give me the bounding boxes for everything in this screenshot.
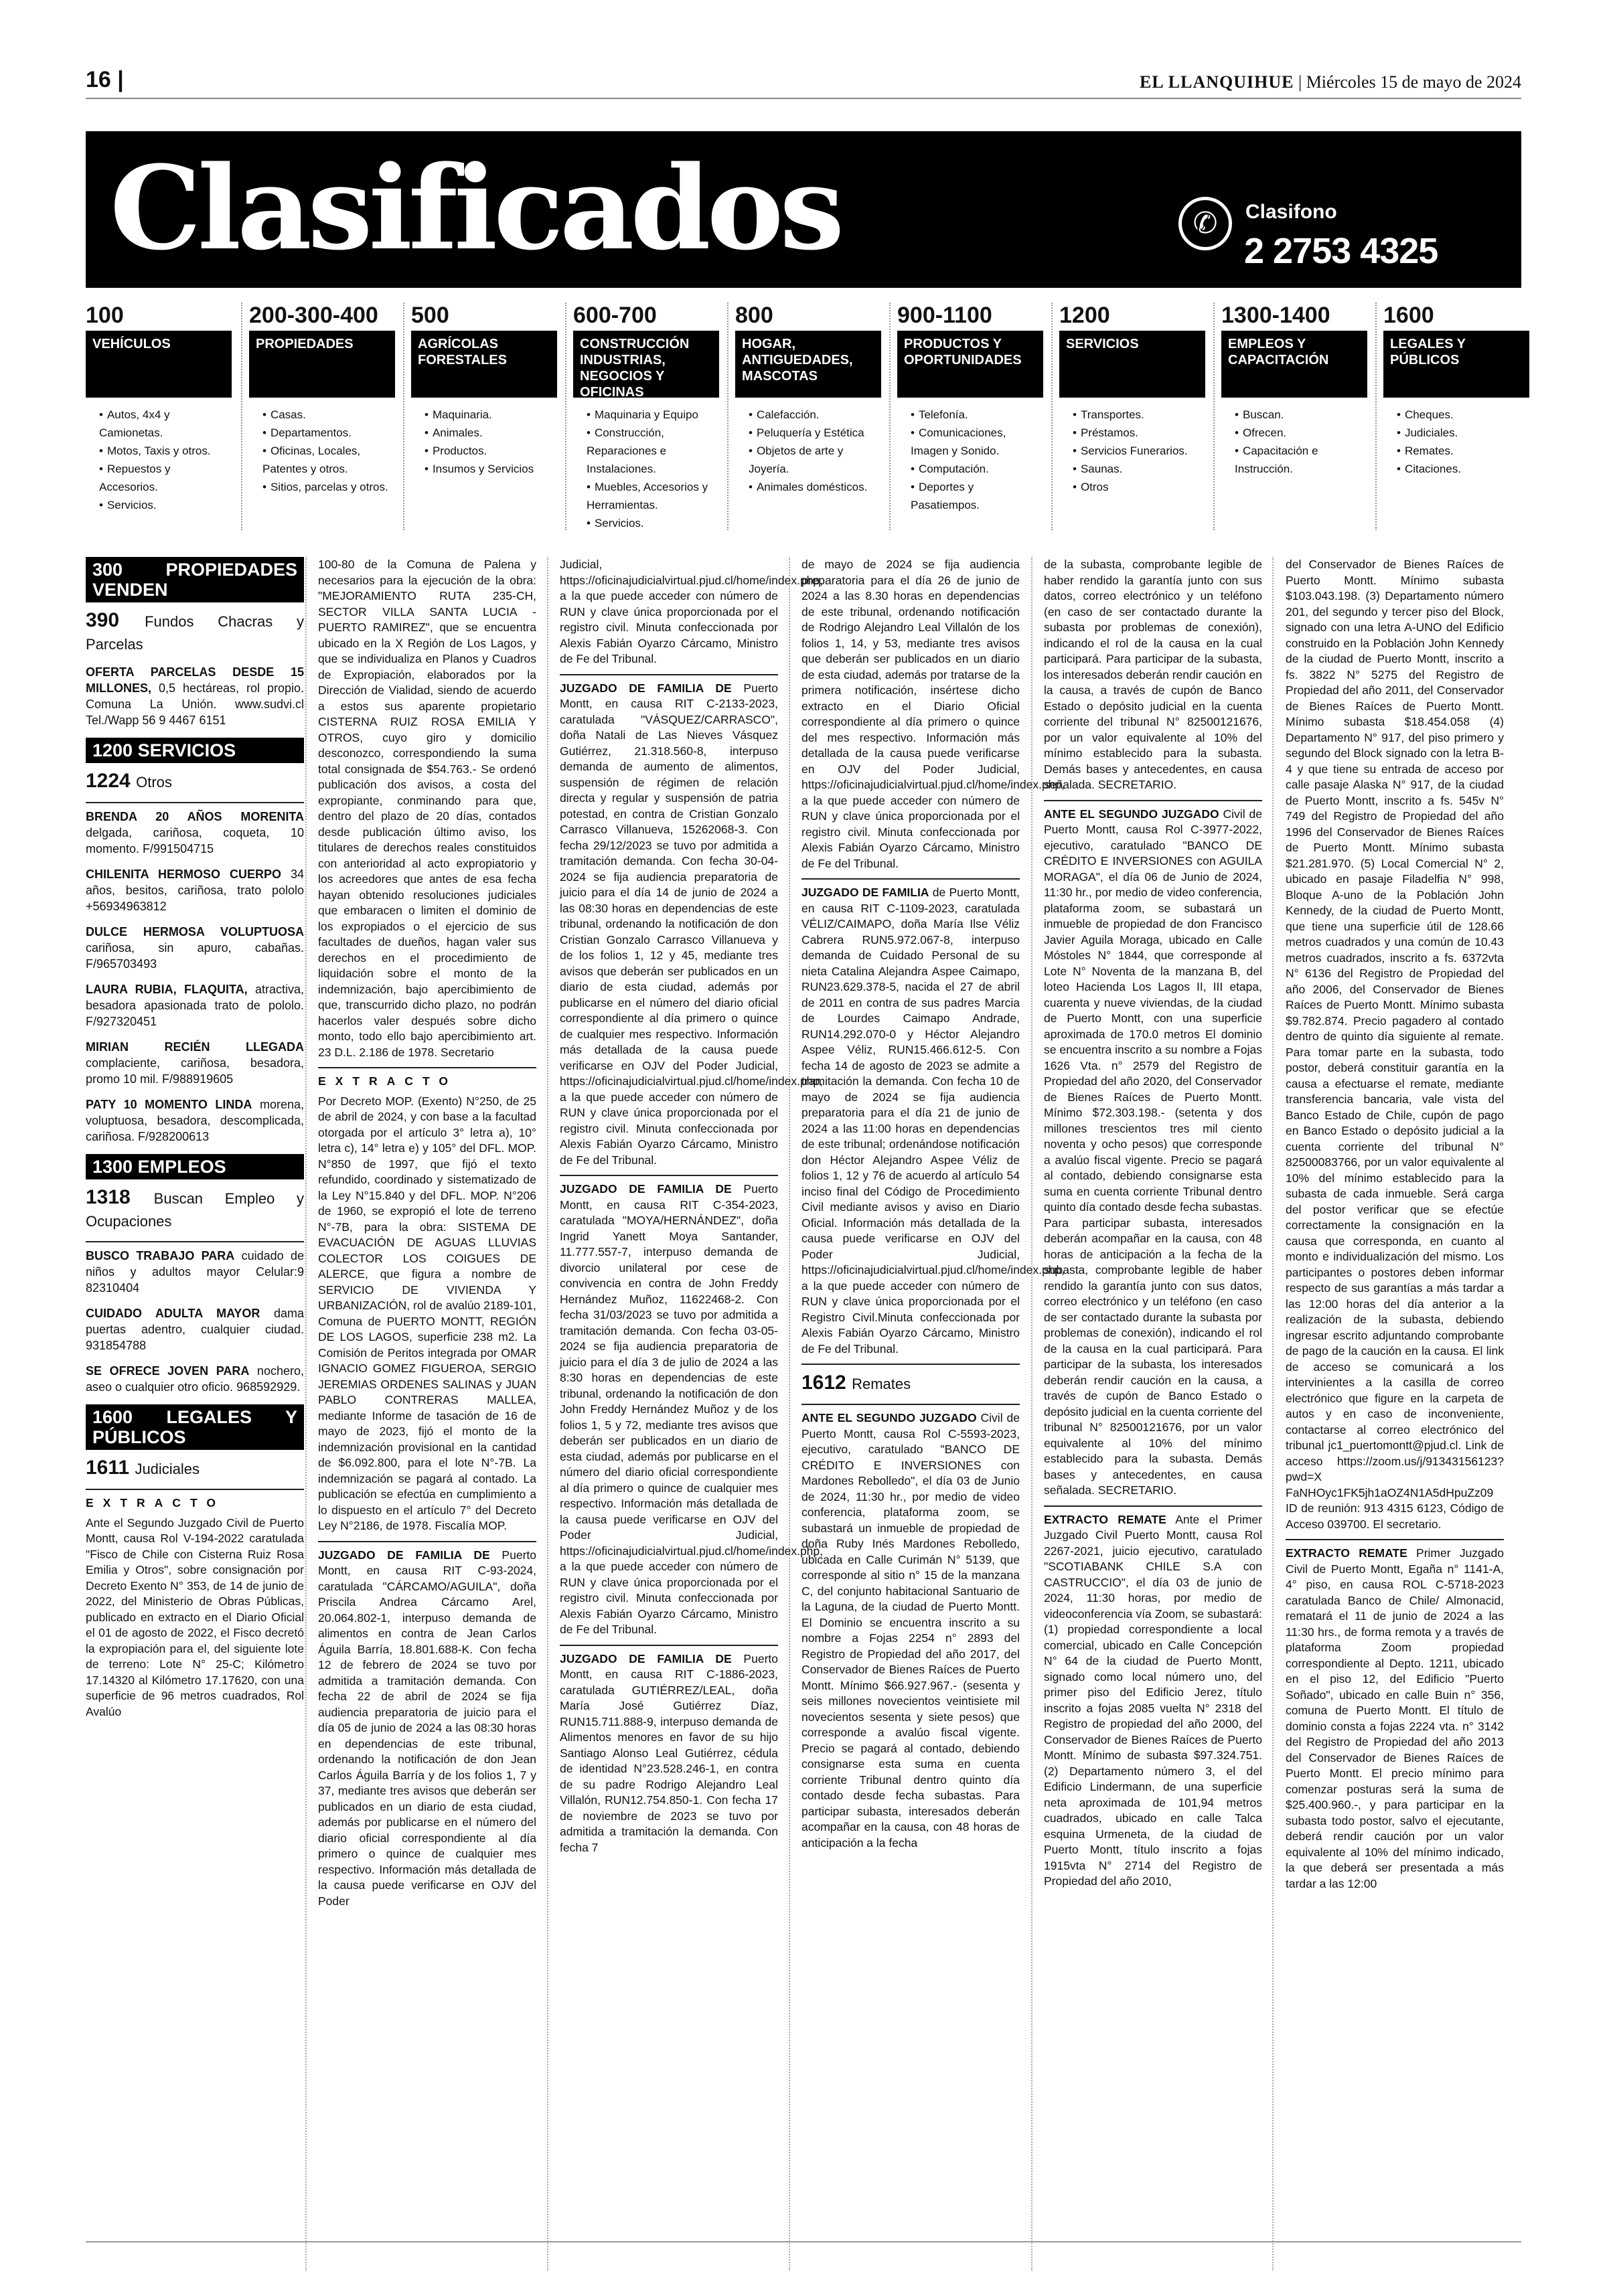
category-divider: [727, 303, 729, 530]
category-number: 200-300-400: [249, 303, 378, 328]
legal-notice: JUZGADO DE FAMILIA DE Puerto Montt, en causa RIT C-1886-2023, caratulada GUTIÉRREZ/LEAL, doña María José Gutiérrez Díaz, RUN15.711.888-9, interpuso demanda de Alimentos menores en favor de su hijo Santiago Alonso Leal Gutiérrez, cédula de identidad N°23.528.246-1, en contra de su padre Rodrigo Alejandro Leal Villalón, RUN12.754.850-1. Con fecha 17 de noviembre de 2023 se tuvo por admitida a tramitación la demanda. Con fecha 7: [560, 1651, 778, 1854]
classified-ad: CUIDADO ADULTA MAYOR dama puertas adentro, cualquier ciudad. 931854788: [86, 1307, 304, 1352]
category-item: • Calefacción.: [749, 406, 881, 424]
legal-notice: 100-80 de la Comuna de Palena y necesarios para la ejecución de la obra: "MEJORAMIENTO RUTA 235-CH, SECTOR VILLA SANTA LUCIA - PUERTO RAMIREZ", que se encuentra ubicado en la X Región de Los Lagos, y que se individualiza en Planos y Cuadros de Expropiación, elaborados por la Dirección de Vialidad, siendo de acuerdo a estos sus aparente propietario CISTERNA RUIZ ROSA EMILIA Y OTROS, cuyo giro y domicilio desconozco, correspondiendo la suma total consignada de $54.763.- Se ordenó publicación dos avisos, a costa del expropiante, conminando para que, dentro del plazo de 20 días, contados desde publicación último aviso, los titulares de derechos reales constituidos con anterioridad al acto expropiatorio y los acreedores que antes de esa fecha hayan obtenido resoluciones judiciales que embaracen o limiten el dominio de los expropiados o el ejercicio de sus facultades de dueños, hagan valer sus derechos en el procedimiento de liquidación sobre el monto de la indemnización, bajo apercibimiento de que, transcurrido dicho plazo, no podrán hacerlos valer después sobre dicho monto, todo ello bajo apercibimiento art. 23 D.L. 2.186 de 1978. Secretario: [318, 558, 536, 1059]
section-header-1600: 1600 LEGALES Y PÚBLICOS: [86, 1404, 304, 1450]
category-name: EMPLEOS Y CAPACITACIÓN: [1221, 331, 1367, 398]
publication-date: | Miércoles 15 de mayo de 2024: [1298, 72, 1521, 92]
section-header-300: 300 PROPIEDADES VENDEN: [86, 557, 304, 602]
category-items: [897, 406, 1043, 514]
category-item: • Saunas.: [1073, 460, 1205, 478]
column-5: [1044, 557, 1262, 1894]
column-1: [86, 557, 304, 1724]
category-item: • Transportes.: [1073, 406, 1205, 424]
category-divider: [565, 303, 566, 530]
category-2: [411, 303, 557, 478]
category-item: • Maquinaria y Equipo: [587, 406, 719, 424]
category-name: LEGALES Y PÚBLICOS: [1383, 331, 1529, 398]
column-divider: [789, 557, 790, 2271]
category-item: • Comunicaciones, Imagen y Sonido.: [911, 424, 1043, 460]
category-items: [735, 406, 881, 496]
divider: [318, 1541, 536, 1542]
subsection-1612: 1612 Remates: [801, 1372, 911, 1394]
divider: [86, 802, 304, 803]
category-item: • Servicios.: [587, 514, 719, 532]
divider: [86, 1241, 304, 1242]
legal-notice: JUZGADO DE FAMILIA DE Puerto Montt, en causa RIT C-2133-2023, caratulada "VÁSQUEZ/CARRASCO", doña Natali de Las Nieves Vásquez Gutiérrez, 21.318.560-8, interpuso demanda de aumento de alimentos, suspensión de régimen de relación directa y regular y suspensión de patria potestad, en contra de Cristian Gonzalo Carrasco Villanueva, 15262068-3. Con fecha 29/12/2023 se tuvo por admitida a tramitación demanda. Con fecha 30-04-2024 se fija audiencia preparatoria de juicio para el día 14 de junio de 2024 a las 08:30 horas en dependencias de este tribunal, ordenando la notificación de don Cristian Gonzalo Carrasco Villanueva y de los folios 1, 12 y 45, mediante tres avisos que deberán ser publicados en un diario de esta ciudad, además por publicarse en el número del diario oficial correspondiente al día primero o quince de cualquier mes respectivo. Información más detallada de la causa puede verificarse en OJV del Poder Judicial, https://oficinajudicialvirtual.pjud.cl/home/index.php, a la que puede acceder con número de RUN y clave única proporcionada por el registro civil. Minuta confeccionada por Alexis Fabián Oyarzo Cárcamo, Ministro de Fe del Tribunal.: [560, 681, 823, 1167]
category-7: [1221, 303, 1367, 478]
section-header-1300: 1300 EMPLEOS: [86, 1154, 304, 1179]
classified-ad: LAURA RUBIA, FLAQUITA, atractiva, besadora apasionada trato de pololo. F/927320451: [86, 983, 304, 1028]
category-item: • Oficinas, Locales, Patentes y otros.: [262, 442, 395, 478]
category-item: • Cheques.: [1397, 406, 1529, 424]
subsection-390: 390 Fundos Chacras y Parcelas: [86, 609, 304, 653]
category-item: • Buscan.: [1235, 406, 1367, 424]
divider: [1044, 800, 1262, 801]
category-8: [1383, 303, 1529, 478]
divider: [1286, 1539, 1504, 1540]
category-items: [1221, 406, 1367, 478]
divider: [560, 1175, 778, 1176]
column-3: [560, 557, 823, 1860]
legal-notice: Judicial, https://oficinajudicialvirtual.pjud.cl/home/index.php, a la que puede acceder con número de RUN y clave única proporcionada por el registro civil. Minuta confeccionada por Alexis Fabián Oyarzo Cárcamo, Ministro de Fe del Tribunal.: [560, 558, 823, 665]
divider: [318, 1067, 536, 1068]
category-item: • Ofrecen.: [1235, 424, 1367, 442]
category-item: • Computación.: [911, 460, 1043, 478]
legal-notice: JUZGADO DE FAMILIA de Puerto Montt, en causa RIT C-1109-2023, caratulada VÉLIZ/CAIMAPO, doña María Ilse Véliz Cabrera RUN5.972.067-8, interpuso demanda de Cuidado Personal de su nieta Catalina Alejandra Aspee Caimapo, RUN23.629.378-5, nacida el 27 de abril de 2011 en contra de sus padres Marcia de Lourdes Caimapo Andrade, RUN14.292.070-0 y Héctor Alejandro Aspee Véliz, RUN15.466.612-5. Con fecha 14 de agosto de 2023 se admite a tramitación la demanda. Con fecha 10 de mayo de 2024 se fija audiencia preparatoria para el día 21 de junio de 2024 a las 11:00 horas en dependencias de este tribunal; ordenándose notificación don Héctor Alejandro Aspee Véliz de folios 1, 12 y 76 de acuerdo al artículo 54 inciso final del Código de Procedimiento Civil mediante avisos y aviso en Diario Oficial. Información más detallada de la causa puede verificarse en OJV del Poder Judicial, https://oficinajudicialvirtual.pjud.cl/home/index.php, a la que puede acceder con número de RUN y clave única proporcionada por el Registro Civil.Minuta confeccionada por Alexis Fabián Oyarzo Cárcamo, Ministro de Fe del Tribunal.: [801, 886, 1065, 1356]
category-number: 500: [411, 303, 449, 328]
clasifono-number: 2 2753 4325: [1244, 231, 1438, 271]
classified-ad: CHILENITA HERMOSO CUERPO 34 años, besitos, cariñosa, trato pololo +56934963812: [86, 868, 304, 913]
category-item: • Repuestos y Accesorios.: [99, 460, 232, 496]
category-item: • Autos, 4x4 y Camionetas.: [99, 406, 232, 442]
classified-ad: DULCE HERMOSA VOLUPTUOSA cariñosa, sin apuro, cabañas. F/965703493: [86, 925, 304, 971]
newspaper-name: EL LLANQUIHUE: [1140, 72, 1294, 92]
divider: [86, 1489, 304, 1490]
classified-ad: PATY 10 MOMENTO LINDA morena, voluptuosa, besadora, descomplicada, cariñosa. F/928200613: [86, 1098, 304, 1143]
category-item: • Casas.: [262, 406, 395, 424]
divider: [801, 1364, 1020, 1365]
publication-info: [1140, 72, 1521, 92]
extracto-heading: EXTRACTO: [86, 1496, 225, 1509]
divider: [560, 674, 778, 675]
classified-ad: BRENDA 20 AÑOS MORENITA delgada, cariñosa, coqueta, 10 momento. F/991504715: [86, 810, 304, 855]
category-divider: [403, 303, 404, 530]
category-name: VEHÍCULOS: [86, 331, 232, 398]
column-divider: [1031, 557, 1032, 2271]
category-items: [249, 406, 395, 496]
category-item: • Construcción, Reparaciones e Instalaciones.: [587, 424, 719, 478]
divider: [560, 1645, 778, 1646]
legal-notice: ANTE EL SEGUNDO JUZGADO Civil de Puerto Montt, causa Rol C-5593-2023, ejecutivo, caratulado "BANCO DE CRÉDITO E INVERSIONES con Mardones Rebolledo", el día 03 de Junio de 2024, 11:30 hr., por medio de video conferencia, plataforma zoom, se subastará un inmueble de propiedad de doña Ruby Inés Mardones Rebolledo, ubicada en Calle Curimán N° 5139, que corresponde al sitio n° 15 de la manzana C, del conjunto habitacional Santuario de la Laguna, de la ciudad de Puerto Montt. El Dominio se encuentra inscrito a su nombre a Fojas 2254 n° 2893 del Registro de Propiedad del año 2017, del Conservador de Bienes Raíces de Puerto Montt. Mínimo $66.927.967.- (sesenta y seis millones novecientos veintisiete mil novecientos sesenta y siete pesos) que corresponde a avalúo fiscal vigente. Precio se pagará al contado, debiendo consignarse esta suma en cuenta corriente Tribunal dentro quinto día contado desde fecha subastas. Para participar subasta, interesados deberán acompañar en la causa, con 48 horas de anticipación a la fecha: [801, 1411, 1020, 1850]
category-divider: [1051, 303, 1053, 530]
category-item: • Animales domésticos.: [749, 478, 881, 496]
page-number: 16 |: [86, 67, 124, 92]
classifieds-banner: [86, 131, 1521, 288]
subsection-1224: 1224 Otros: [86, 770, 172, 792]
category-items: [411, 406, 557, 478]
category-divider: [889, 303, 891, 530]
column-divider: [1272, 557, 1274, 2271]
category-item: • Remates.: [1397, 442, 1529, 460]
category-items: [1059, 406, 1205, 496]
category-item: • Préstamos.: [1073, 424, 1205, 442]
category-item: • Productos.: [425, 442, 557, 460]
category-number: 800: [735, 303, 773, 328]
legal-notice: Ante el Segundo Juzgado Civil de Puerto Montt, causa Rol V-194-2022 caratulada "Fisco de Chile con Cisterna Ruiz Rosa Emilia y Otros", sobre consignación por Decreto Exento N° 353, de 14 de junio de 2022, del Ministerio de Obras Públicas, publicado en extracto en el Diario Oficial el 01 de agosto de 2022, el Fisco decretó la expropiación para el, del siguiente lote de terreno: Lote N° 25-C; Kilómetro 17.14320 al Kilómetro 17.17620, con una superficie de 96 metros cuadrados, Rol Avalúo: [86, 1515, 304, 1718]
classified-ad: OFERTA PARCELAS DESDE 15 MILLONES, 0,5 hectáreas, rol propio. Comuna La Unión. www.sudvi.cl Tel./Wapp 56 9 4467 6151: [86, 665, 304, 727]
category-name: PRODUCTOS Y OPORTUNIDADES: [897, 331, 1043, 398]
category-item: • Insumos y Servicios: [425, 460, 557, 478]
category-0: [86, 303, 232, 514]
column-2: [318, 557, 536, 1913]
category-item: • Servicios Funerarios.: [1073, 442, 1205, 460]
category-number: 1200: [1059, 303, 1110, 328]
classified-ad: SE OFRECE JOVEN PARA nochero, aseo o cualquier otro oficio. 968592929.: [86, 1364, 304, 1394]
clasifono-label: Clasifono: [1245, 201, 1337, 223]
services-ads: [86, 809, 304, 1145]
category-number: 1300-1400: [1221, 303, 1330, 328]
subsection-1611: 1611 Judiciales: [86, 1457, 200, 1479]
category-name: SERVICIOS: [1059, 331, 1205, 398]
column-divider: [547, 557, 548, 2271]
column-6: [1286, 557, 1504, 1896]
extracto-heading: EXTRACTO: [318, 1074, 457, 1088]
category-name: PROPIEDADES: [249, 331, 395, 398]
page-bottom-rule: [86, 2241, 1521, 2242]
legal-notice: JUZGADO DE FAMILIA DE Puerto Montt, en causa RIT C-354-2023, caratulada "MOYA/HERNÁNDEZ", doña Ingrid Yanett Moya Santander, 11.777.557-7, interpuso demanda de divorcio unilateral por cese de convivencia en contra de John Freddy Hernández Muñoz, 11622468-2. Con fecha 31/03/2023 se tuvo por admitida a tramitación demanda. Con fecha 03-05-2024 se fija audiencia preparatoria de juicio para el día 3 de julio de 2024 a las 8:30 horas en dependencias de este tribunal, ordenando la notificación de don John Freddy Hernández Muñoz y de los folios 1, 5 y 72, mediante tres avisos que deberán ser publicados en un diario de esta ciudad, además por publicarse en el número del diario oficial correspondiente al día primero o quince de cualquier mes respectivo. Información más detallada de la causa puede verificarse en OJV del Poder Judicial, https://oficinajudicialvirtual.pjud.cl/home/index.php, a la que puede acceder con número de RUN y clave única proporcionada por el registro civil. Minuta confeccionada por Alexis Fabián Oyarzo Cárcamo, Ministro de Fe del Tribunal.: [560, 1182, 823, 1636]
category-divider: [1375, 303, 1377, 530]
column-divider: [305, 557, 307, 2271]
legal-notice: JUZGADO DE FAMILIA DE Puerto Montt, en causa RIT C-93-2024, caratulada "CÁRCAMO/AGUILA", doña Priscila Andrea Cárcamo Arel, 20.064.802-1, interpuso demanda de alimentos en contra de Jean Carlos Águila Barría, 18.801.688-K. Con fecha 12 de febrero de 2024 se tuvo por admitida a tramitación demanda. Con fecha 22 de abril de 2024 se fija audiencia preparatoria de juicio para el día 05 de junio de 2024 a las 08:30 horas en dependencias de este tribunal, ordenando la notificación de don Jean Carlos Águila Barría y de los folios 1, 7 y 37, mediante tres avisos que deberán ser publicados en un diario de esta ciudad, además por publicarse en el número del diario oficial correspondiente al día primero o quince de cualquier mes respectivo. Información más detallada de la causa puede verificarse en OJV del Poder: [318, 1548, 536, 1908]
category-item: • Departamentos.: [262, 424, 395, 442]
category-item: • Otros: [1073, 478, 1205, 496]
category-name: CONSTRUCCIÓN INDUSTRIAS, NEGOCIOS Y OFICINAS: [573, 331, 719, 398]
legal-notice: Por Decreto MOP. (Exento) N°250, de 25 de abril de 2024, y con base a la facultad otorgada por el artículo 3° letra a), 10° letra c), 14° letra e) y 105° del DFL. MOP. N°850 de 1997, que fijó el texto refundido, coordinado y sistematizado de la Ley N°15.840 y del DFL. MOP. N°206 de 1960, se expropió el lote de terreno N°-7B, para la obra: SISTEMA DE EVACUACIÓN DE AGUAS LLUVIAS COLECTOR LOS COIGUES DE ALERCE, que figura a nombre de SERVICIO DE VIVIENDA Y URBANIZACIÓN, rol de avalúo 2189-101, Comuna de PUERTO MONTT, REGIÓN DE LOS LAGOS, superficie 238 m2. La Comisión de Peritos integrada por OMAR IGNACIO GOMEZ FIGUEROA, SERGIO JEREMIAS ORDENES SALINAS y JUAN PABLO CONTRERAS MALLEA, mediante Informe de tasación de 16 de mayo de 2023, fijó el monto de la indemnización provisional en la cantidad de $6.092.800, para el lote N°-7B. La indemnización se pagará al contado. La publicación se efectúa en cumplimiento a lo dispuesto en el artículo 7° del Decreto Ley N°2186, de 1978. Fiscalía MOP.: [318, 1094, 536, 1532]
category-item: • Deportes y Pasatiempos.: [911, 478, 1043, 514]
category-6: [1059, 303, 1205, 496]
category-4: [735, 303, 881, 496]
legal-notice: del Conservador de Bienes Raíces de Puerto Montt. Mínimo subasta $103.043.198. (3) Departamento número 201, del segundo y tercer piso del Block, signado con una letra A-UNO del Edificio construido en la Población John Kennedy de la ciudad de Puerto Montt, inscrito a fs. 3822 N° 5275 del Registro de Propiedad del año 2011, del Conservador de Bienes Raíces de Puerto Montt. Mínimo subasta $18.454.058 (4) Departamento N° 917, del piso primero y segundo del Block signado con la letra B-4 y que tiene su entrada de acceso por calle pasaje Alaska N° 917, de la ciudad de Puerto Montt, inscrito a fs. 545v N° 749 del Registro de Propiedad del año 1996 del Conservador de Bienes Raíces de Puerto Montt. Mínimo subasta $21.281.970. (5) Local Comercial N° 2, ubicado en pasaje Filadelfia N° 998, Bloque A-uno de la Población John Kennedy, de la ciudad de Puerto Montt, que tiene una superficie útil de 128.66 metros cuadrados y una común de 10.43 metros cuadrados, inscrito a fs. 6372vta N° 6136 del Registro de Propiedad del año 2006, del Conservador de Bienes Raíces de Puerto Montt. Mínimo subasta $9.782.874. Precio pagadero al contado dentro de quinto día siguiente al remate. Para tomar parte en la subasta, todo postor, deberá constituir garantía en la causa a efectuarse el remate, mediante transferencia bancaria, vale vista del Banco Estado de Chile, cupón de pago en Banco Estado o depósito judicial a la cuenta corriente del tribunal N° 82500083766, por un valor equivalente al 10% del mínimo establecido para la subasta de cada inmueble. Será carga del postor verificar que se efectúe correctamente la consignación en la causa que corresponda, en cuanto al monto e individualización del mismo. Los participantes o postores deben informar respecto de sus garantías a más tardar a las 12:00 horas del día anterior a la realización de la subasta, debiendo ingresar escrito adjuntando comprobante de pago de la caución en la causa. El link de acceso se comunicará a los intervinientes a la casilla de correo electrónico que figure en la carpeta de autos y en caso de inconveniente, contactarse al correo electrónico del tribunal jc1_puertomontt@pjud.cl. Link de acceso https://zoom.us/j/91343156123?pwd=X FaNHOyc1FK5jh1aOZ4N1A5dHpuZz09 ID de reunión: 913 4315 6123, Código de Acceso 039700. El secretario.: [1286, 558, 1504, 1531]
category-item: • Telefonía.: [911, 406, 1043, 424]
category-item: • Objetos de arte y Joyería.: [749, 442, 881, 478]
category-3: [573, 303, 719, 532]
phone-icon: ✆: [1178, 197, 1232, 250]
section-header-1200: 1200 SERVICIOS: [86, 738, 304, 763]
category-number: 100: [86, 303, 124, 328]
category-1: [249, 303, 395, 496]
legal-notice: de mayo de 2024 se fija audiencia preparatoria para el día 26 de junio de 2024 a las 8.30 horas en dependencias de este tribunal, ordenando notificación de Rodrigo Alejandro Leal Villalón de los folios 1, 14, y 53, mediante tres avisos que deberán ser publicados en un diario de esta ciudad, además por tratarse de la primera notificación, insértese dicho extracto en el Diario Oficial correspondiente al día primero o quince del mes respectivo. Información más detallada de la causa puede verificarse en OJV del Poder Judicial, https://oficinajudicialvirtual.pjud.cl/home/index.php, a la que puede acceder con número de RUN y clave única proporcionada por el registro civil. Minuta confeccionada por Alexis Fabián Oyarzo Cárcamo, Ministro de Fe del Tribunal.: [801, 558, 1065, 870]
classified-ad: MIRIAN RECIÉN LLEGADA complaciente, cariñosa, besadora, promo 10 mil. F/988919605: [86, 1040, 304, 1086]
category-number: 900-1100: [897, 303, 992, 328]
legal-notice: de la subasta, comprobante legible de haber rendido la garantía junto con sus datos, correo electrónico y un teléfono (en caso de ser contactado durante la subasta por problemas de conexión), indicando el rol de la causa en la cual participará. Para participar de la subasta, los interesados deberán rendir caución en la causa, a través de cupón de Banco Estado o depósito judicial en la cuenta corriente del tribunal N° 82500121676, por un valor equivalente al 10% del mínimo establecido para la subasta. Demás bases y antecedentes, en causa señalada. SECRETARIO.: [1044, 558, 1262, 791]
legal-notice: EXTRACTO REMATE Ante el Primer Juzgado Civil Puerto Montt, causa Rol 2267-2021, juicio ejecutivo, caratulado "SCOTIABANK CHILE S.A con CASTRUCCIO", el día 03 de junio de 2024, 11:30 horas, por medio de videoconferencia vía Zoom, se subastará: (1) propiedad correspondiente a local comercial, ubicado en Calle Concepción N° 64 de la ciudad de Puerto Montt, signado como local número uno, del primer piso del Edificio Jerez, título inscrito a fojas 2085 vuelta N° 2318 del Registro de propiedad del año 2000, del Conservador de Bienes Raíces de Puerto Montt. Mínimo de subasta $97.324.751. (2) Departamento número 3, el del Edificio Lindermann, de una superficie neta aproximada de 101,94 metros cuadrados, ubicado en calle Talca esquina Urmeneta, de la ciudad de Puerto Montt, título inscrito a fojas 1915vta N° 2714 del Registro de Propiedad del año 2010,: [1044, 1512, 1262, 1888]
category-5: [897, 303, 1043, 514]
legal-notice: ANTE EL SEGUNDO JUZGADO Civil de Puerto Montt, causa Rol C-3977-2022, ejecutivo, caratulado "BANCO DE CRÉDITO E INVERSIONES con AGUILA MORAGA", el día 06 de Junio de 2024, 11:30 hr., por medio de video conferencia, plataforma zoom, se subastará un inmueble de propiedad de don Francisco Javier Aguila Moraga, ubicado en Calle Móstoles N° 1844, que corresponde al Lote N° Noventa de la manzana B, del loteo Hacienda Los Lagos II, III etapa, cuarenta y nueve viviendas, de la ciudad de Puerto Montt, con una superficie aproximada de 170.0 metros El dominio se encuentra inscrito a su nombre a Fojas 1626 Vta. n° 2579 del Registro de Propiedad del año 2020, del Conservador de Bienes Raíces de Puerto Montt. Mínimo $72.303.198.- (setenta y dos millones trescientos tres mil ciento noventa y ocho pesos) que corresponde a avalúo fiscal vigente. Precio se pagará al contado, debiendo consignarse esta suma en cuenta corriente Tribunal dentro quinto día contado desde fecha subastas. Para participar subasta, interesados deberán acompañar en la causa, con 48 horas de anticipación a la fecha de la subasta, comprobante legible de haber rendido la garantía junto con sus datos, correo electrónico y un teléfono (en caso de ser contactado durante la subasta por problemas de conexión), indicando el rol de la causa en la cual participará. Para participar de la subasta, los interesados deberán rendir caución en la causa, a través de cupón de Banco Estado o depósito judicial en la cuenta corriente del tribunal N° 82500121676, por un valor equivalente al 10% del mínimo establecido para la subasta. Demás bases y antecedentes, en causa señalada. SECRETARIO.: [1044, 807, 1262, 1497]
column-4: [801, 557, 1065, 1855]
classified-ad: BUSCO TRABAJO PARA cuidado de niños y adultos mayor Celular:9 82310404: [86, 1249, 304, 1295]
divider: [1044, 1505, 1262, 1507]
category-item: • Peluquería y Estética: [749, 424, 881, 442]
category-items: [1383, 406, 1529, 478]
category-item: • Motos, Taxis y otros.: [99, 442, 232, 460]
category-divider: [241, 303, 242, 530]
category-item: • Animales.: [425, 424, 557, 442]
subsection-1318: 1318 Buscan Empleo y Ocupaciones: [86, 1186, 304, 1230]
section-title: Clasificados: [110, 140, 841, 276]
category-item: • Maquinaria.: [425, 406, 557, 424]
category-items: [573, 406, 719, 532]
category-items: [86, 406, 232, 514]
category-item: • Citaciones.: [1397, 460, 1529, 478]
jobs-ads: [86, 1248, 304, 1395]
category-name: AGRÍCOLAS FORESTALES: [411, 331, 557, 398]
legal-notice: EXTRACTO REMATE Primer Juzgado Civil de Puerto Montt, Egaña n° 1141-A, 4° piso, en causa ROL C-5718-2023 caratulada Banco de Chile/ Almonacid, rematará el 11 de junio de 2024 a las 11:30 hrs., de forma remota y a través de plataforma Zoom propiedad correspondiente al Depto. 1211, ubicado en el piso 12, del Edificio "Puerto Soñado", ubicado en calle Buin n° 356, comuna de Puerto Montt. El título de dominio consta a fojas 2224 vta. n° 3142 del Registro de Propiedad del año 2013 del Conservador de Bienes Raíces de Puerto Montt. El precio mínimo para comenzar posturas será la suma de $25.400.960.-, y para participar en la subasta todo postor, salvo el ejecutante, deberá rendir caución por un valor equivalente al 10% del mínimo indicado, la que deberá ser presentada a más tardar a las 12:00: [1286, 1546, 1504, 1890]
divider: [801, 878, 1020, 880]
category-item: • Judiciales.: [1397, 424, 1529, 442]
category-item: • Servicios.: [99, 496, 232, 514]
category-divider: [1213, 303, 1215, 530]
category-item: • Sitios, parcelas y otros.: [262, 478, 395, 496]
category-number: 1600: [1383, 303, 1434, 328]
category-number: 600-700: [573, 303, 657, 328]
category-item: • Capacitación e Instrucción.: [1235, 442, 1367, 478]
divider: [801, 1404, 1020, 1405]
category-name: HOGAR, ANTIGUEDADES, MASCOTAS: [735, 331, 881, 398]
category-item: • Muebles, Accesorios y Herramientas.: [587, 478, 719, 514]
page-header: [86, 66, 1521, 99]
